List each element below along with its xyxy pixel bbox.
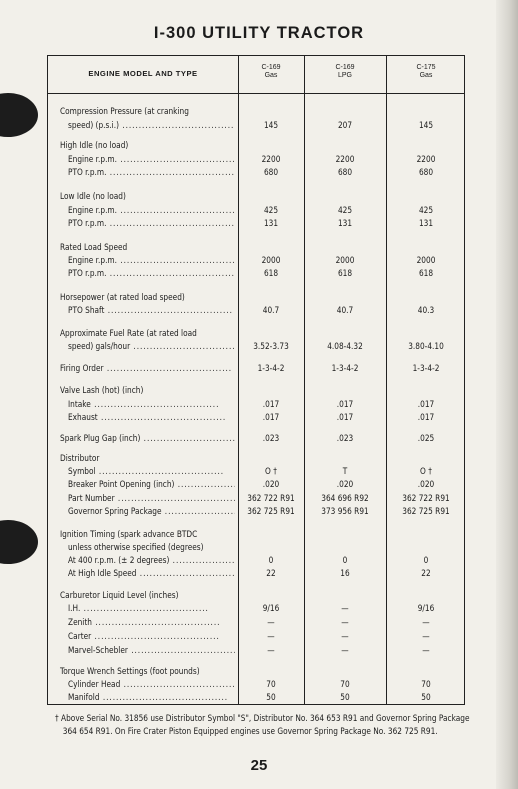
row-label: Intake ..... [68, 399, 235, 412]
row-value: 362 725 R91 [402, 507, 450, 517]
row-value: 70 [340, 680, 350, 690]
row-label: Rated Load Speed [60, 243, 128, 253]
row-value: 3.52-3.73 [253, 342, 289, 352]
row-label: PTO r.p.m. ..... [68, 167, 235, 180]
row-label: Marvel-Schebler ..... [68, 645, 235, 658]
row-value: .020 [262, 480, 280, 490]
header-column-2 [304, 64, 386, 80]
row-value: 0 [423, 556, 429, 566]
row-value: 1-3-4-2 [331, 364, 359, 374]
row-value: .017 [336, 413, 354, 423]
row-value: 40.7 [336, 306, 354, 316]
row-value: 0 [342, 556, 348, 566]
row-label: Part Number ..... [68, 493, 235, 506]
row-value: — [422, 646, 430, 656]
row-value: 22 [421, 569, 431, 579]
row-label: I.H. ..... [68, 603, 235, 616]
row-label: PTO Shaft ..... [68, 305, 235, 318]
row-value: — [341, 604, 349, 614]
row-label: Exhaust ..... [68, 412, 235, 425]
row-value: T [342, 467, 348, 477]
row-label: Torque Wrench Settings (foot pounds) [60, 667, 200, 677]
row-value: .025 [417, 434, 435, 444]
row-value: 425 [337, 206, 353, 216]
row-label: PTO r.p.m. ..... [68, 268, 235, 281]
row-value: 207 [337, 121, 353, 131]
row-value: 145 [418, 121, 434, 131]
row-value: 40.7 [262, 306, 280, 316]
row-label: Distributor [60, 454, 100, 464]
row-label: Breaker Point Opening (inch) ..... [68, 479, 235, 492]
row-value: 680 [418, 168, 434, 178]
column-model: C-169 [261, 64, 281, 71]
column-divider [304, 56, 305, 704]
row-value: .017 [417, 400, 435, 410]
row-label: Governor Spring Package ..... [68, 506, 235, 519]
row-value: 680 [337, 168, 353, 178]
row-value: 131 [418, 219, 434, 229]
row-value: .017 [336, 400, 354, 410]
header-column-1 [238, 64, 304, 80]
row-value: 2000 [416, 256, 436, 266]
row-label: Zenith ..... [68, 617, 235, 630]
row-value: 4.08-4.32 [327, 342, 363, 352]
row-value: 3.80-4.10 [408, 342, 444, 352]
row-value: — [341, 646, 349, 656]
row-label: Approximate Fuel Rate (at rated load [60, 329, 197, 339]
row-value: 0 [268, 556, 274, 566]
row-value: — [267, 632, 275, 642]
row-value: O † [265, 467, 277, 477]
row-value: 131 [263, 219, 279, 229]
column-type: Gas [264, 72, 278, 79]
row-value: 70 [421, 680, 431, 690]
row-value: 145 [263, 121, 279, 131]
row-value: 2000 [261, 256, 281, 266]
row-value: 2200 [335, 155, 355, 165]
column-divider [386, 56, 387, 704]
row-label: Valve Lash (hot) (inch) [60, 386, 144, 396]
row-value: O † [420, 467, 432, 477]
row-label: speed) (p.s.i.) ..... [68, 120, 235, 133]
page-number: 25 [250, 757, 268, 774]
row-value: 40.3 [417, 306, 435, 316]
row-value: 680 [263, 168, 279, 178]
row-value: — [341, 618, 349, 628]
row-label: PTO r.p.m. ..... [68, 218, 235, 231]
row-label: At High Idle Speed ..... [68, 568, 235, 581]
row-label: At 400 r.p.m. (± 2 degrees) ..... [68, 555, 235, 568]
row-label: Carter ..... [68, 631, 235, 644]
row-label: Manifold ..... [68, 692, 235, 705]
row-label: High Idle (no load) [60, 141, 129, 151]
row-value: 362 722 R91 [402, 494, 450, 504]
column-type: Gas [419, 72, 433, 79]
row-value: 362 722 R91 [247, 494, 295, 504]
row-value: 131 [337, 219, 353, 229]
row-label: Engine r.p.m. ..... [68, 154, 235, 167]
row-label: Cylinder Head ..... [68, 679, 235, 692]
row-label: unless otherwise specified (degrees) [68, 543, 204, 553]
row-label: speed) gals/hour ..... [68, 341, 235, 354]
row-value: 16 [340, 569, 350, 579]
row-label: Horsepower (at rated load speed) [60, 293, 185, 303]
row-value: — [267, 646, 275, 656]
row-value: 618 [263, 269, 279, 279]
row-value: 364 696 R92 [321, 494, 369, 504]
row-value: 618 [337, 269, 353, 279]
row-value: 2000 [335, 256, 355, 266]
row-value: — [422, 618, 430, 628]
binder-hole-top [0, 93, 38, 137]
row-value: — [422, 632, 430, 642]
row-value: .023 [262, 434, 280, 444]
row-value: 50 [266, 693, 276, 703]
page-title: I-300 UTILITY TRACTOR [153, 24, 365, 42]
row-label: Engine r.p.m. ..... [68, 255, 235, 268]
row-value: — [341, 632, 349, 642]
row-value: 9/16 [262, 604, 280, 614]
row-label: Spark Plug Gap (inch) ..... [60, 433, 235, 446]
row-label: Ignition Timing (spark advance BTDC [60, 530, 198, 540]
header-label: ENGINE MODEL AND TYPE [88, 69, 198, 78]
column-model: C-175 [416, 64, 436, 71]
row-value: 9/16 [417, 604, 435, 614]
row-value: 373 956 R91 [321, 507, 369, 517]
row-label: Firing Order ..... [60, 363, 235, 376]
row-value: .023 [336, 434, 354, 444]
row-value: 70 [266, 680, 276, 690]
row-value: 2200 [261, 155, 281, 165]
row-value: 22 [266, 569, 276, 579]
row-value: .017 [262, 400, 280, 410]
spec-table [47, 55, 465, 705]
row-label: Carburetor Liquid Level (inches) [60, 591, 179, 601]
column-divider [238, 56, 239, 704]
row-label: Low Idle (no load) [60, 192, 126, 202]
row-value: — [267, 618, 275, 628]
row-value: .020 [417, 480, 435, 490]
page-edge-shadow [496, 0, 518, 789]
row-value: 425 [263, 206, 279, 216]
row-value: 50 [340, 693, 350, 703]
row-value: .017 [417, 413, 435, 423]
row-label: Engine r.p.m. ..... [68, 205, 235, 218]
row-value: .017 [262, 413, 280, 423]
header-column-3 [386, 64, 466, 80]
footnote: † Above Serial No. 31856 use Distributor Symbol "S", Distributor No. 364 653 R91 and Governor Spring Package 364 654 R91. On Fire Crater Piston Equipped engines use Governor Spring Package No. 362 725 R91. [55, 714, 470, 737]
row-value: .020 [336, 480, 354, 490]
row-value: 362 725 R91 [247, 507, 295, 517]
row-value: 50 [421, 693, 431, 703]
row-label: Compression Pressure (at cranking [60, 107, 189, 117]
column-type: LPG [337, 72, 352, 79]
row-value: 425 [418, 206, 434, 216]
header-divider [48, 93, 464, 94]
binder-hole-bottom [0, 520, 38, 564]
row-value: 1-3-4-2 [412, 364, 440, 374]
row-label: Symbol ..... [68, 466, 235, 479]
row-value: 618 [418, 269, 434, 279]
column-model: C-169 [335, 64, 355, 71]
row-value: 2200 [416, 155, 436, 165]
row-value: 1-3-4-2 [257, 364, 285, 374]
